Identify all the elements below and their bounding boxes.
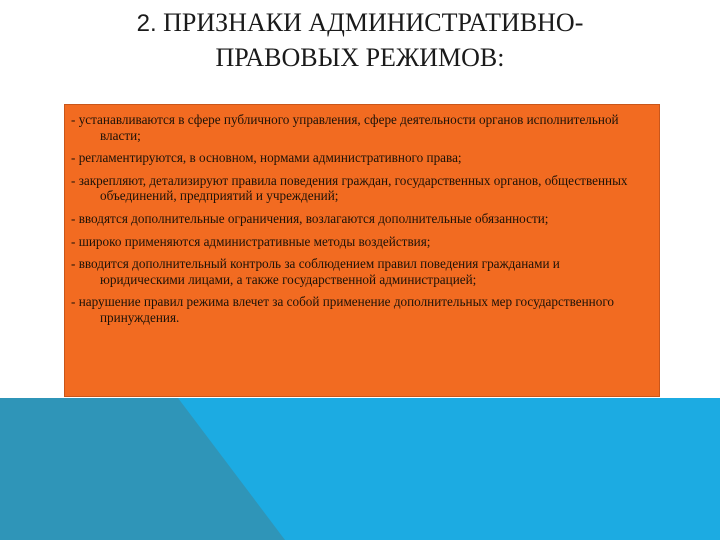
slide-title	[0, 6, 720, 75]
title-line-1	[0, 6, 720, 41]
feature-item-2: - регламентируются, в основном, нормами административного права;	[71, 150, 462, 166]
title-number: 2.	[136, 10, 157, 37]
feature-item-1: - устанавливаются в сфере публичного управления, сфере деятельности органов исполнительной власти;	[71, 112, 619, 143]
feature-item-6: - вводится дополнительный контроль за соблюдением правил поведения гражданами и юридическими лицами, а также государственной администрацией;	[71, 256, 560, 287]
title-line-2: ПРАВОВЫХ РЕЖИМОВ:	[215, 43, 505, 72]
feature-item-3: - закрепляют, детализируют правила поведения граждан, государственных органов, общественных объединений, предприятий и учреждений;	[71, 172, 628, 204]
feature-item-4: - вводятся дополнительные ограничения, возлагаются дополнительные обязанности;	[71, 210, 549, 226]
features-box	[64, 104, 660, 397]
title-text-1: ПРИЗНАКИ АДМИНИСТРАТИВНО-	[163, 8, 584, 37]
feature-item-7: - нарушение правил режима влечет за собой применение дополнительных мер государственного принуждения.	[71, 294, 615, 325]
decorative-shapes	[0, 398, 720, 540]
feature-item-5: - широко применяются административные методы воздействия;	[71, 233, 431, 249]
decorative-band	[0, 398, 720, 540]
